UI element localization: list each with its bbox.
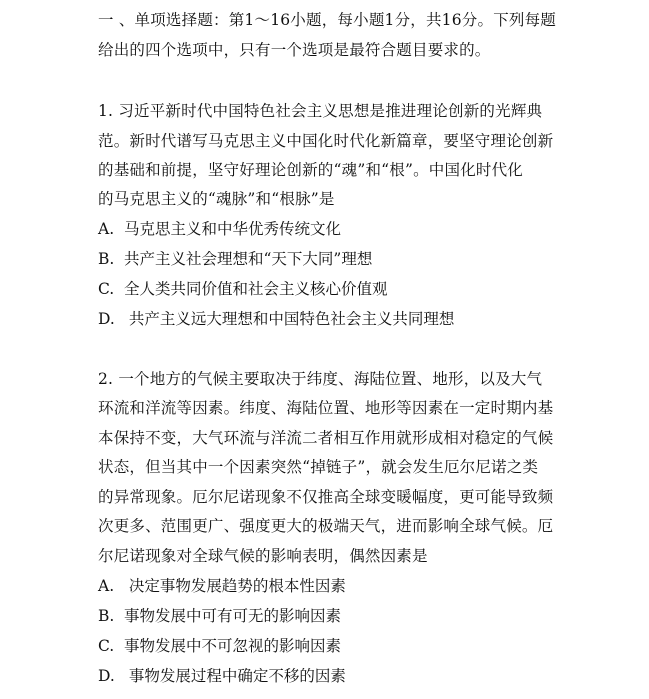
question-1-option-d [98, 309, 454, 329]
option-text: 事物发展过程中确定不移的因素 [124, 667, 346, 685]
section-header-line-2: 给出的四个选项中，只有一个选项是最符合题目要求的。 [98, 41, 491, 59]
option-letter: B. [98, 250, 115, 268]
question-2-stem-line-5: 的异常现象。厄尔尼诺现象不仅推高全球变暖幅度，更可能导致频 [98, 488, 554, 506]
option-text: 共产主义远大理想和中国特色社会主义共同理想 [124, 310, 455, 328]
question-2-option-d [98, 666, 346, 686]
question-2-stem-line-6: 次更多、范围更广、强度更大的极端天气，进而影响全球气候。厄 [98, 517, 554, 535]
option-letter: C. [98, 280, 115, 298]
question-1-option-a [98, 219, 341, 239]
option-letter: D. [98, 310, 115, 328]
option-text: 决定事物发展趋势的根本性因素 [124, 577, 346, 595]
question-2-option-c [98, 636, 341, 656]
question-1-option-b [98, 249, 372, 269]
question-2-stem-line-2: 环流和洋流等因素。纬度、海陆位置、地形等因素在一定时期内基 [98, 399, 554, 417]
option-letter: A. [98, 220, 115, 238]
question-2-stem-line-3: 本保持不变，大气环流与洋流二者相互作用就形成相对稳定的气候 [98, 429, 554, 447]
option-letter: D. [98, 667, 115, 685]
question-2-stem-line-4: 状态，但当其中一个因素突然“掉链子”，就会发生厄尔尼诺之类 [98, 458, 539, 476]
question-1-option-c [98, 279, 388, 299]
question-2-stem-line-7: 尔尼诺现象对全球气候的影响表明，偶然因素是 [98, 547, 428, 565]
question-2-option-a [98, 576, 346, 596]
question-2-option-b [98, 606, 341, 626]
option-text: 马克思主义和中华优秀传统文化 [124, 220, 342, 238]
option-letter: C. [98, 637, 115, 655]
section-header-line-1: 一 、单项选择题：第1～16小题，每小题1分，共16分。下列每题 [98, 11, 556, 29]
question-2-stem-line-1: 2. 一个地方的气候主要取决于纬度、海陆位置、地形，以及大气 [98, 370, 543, 388]
question-1-stem-line-3: 的基础和前提，坚守好理论创新的“魂”和“根”。中国化时代化 [98, 161, 523, 179]
question-1-stem-line-4: 的马克思主义的“魂脉”和“根脉”是 [98, 190, 335, 208]
option-text: 事物发展中可有可无的影响因素 [124, 607, 342, 625]
option-letter: A. [98, 577, 115, 595]
question-1-stem-line-1: 1. 习近平新时代中国特色社会主义思想是推进理论创新的光辉典 [98, 102, 543, 120]
option-text: 共产主义社会理想和“天下大同”理想 [124, 250, 373, 268]
option-text: 全人类共同价值和社会主义核心价值观 [124, 280, 388, 298]
question-1-stem-line-2: 范。新时代谱写马克思主义中国化时代化新篇章，要坚守理论创新 [98, 132, 554, 150]
option-text: 事物发展中不可忽视的影响因素 [124, 637, 342, 655]
option-letter: B. [98, 607, 115, 625]
